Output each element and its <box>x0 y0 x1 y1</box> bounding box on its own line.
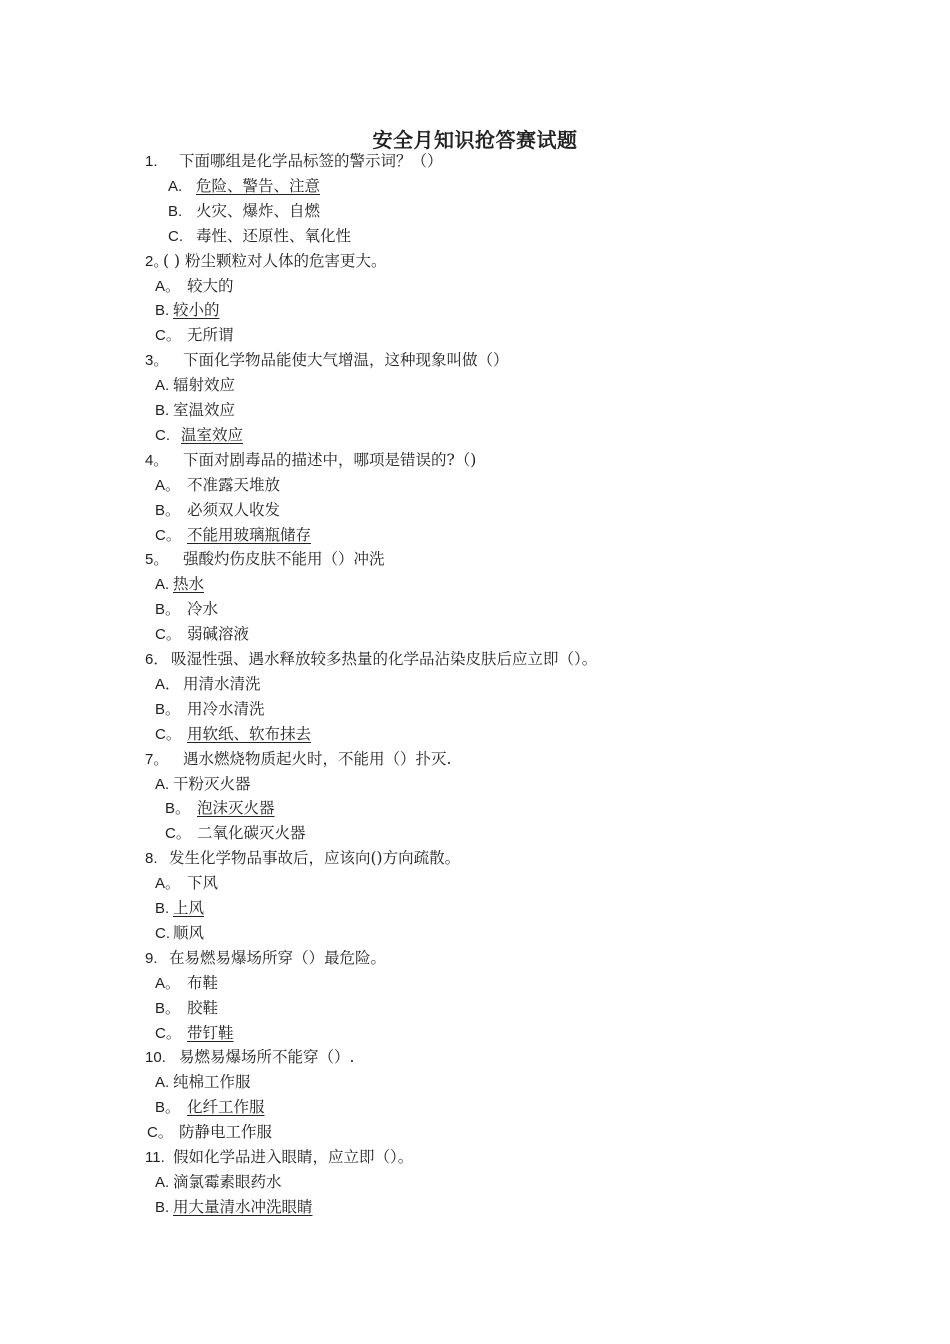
option-text: 二氧化碳灭火器 <box>197 824 306 843</box>
option-label: B. <box>155 402 170 419</box>
question-line <box>145 848 460 869</box>
option-text: 滴氯霉素眼药水 <box>173 1172 282 1191</box>
option-label: A. <box>155 1074 170 1092</box>
question-line <box>145 1147 413 1168</box>
option-text-answer: 较小的 <box>173 301 220 320</box>
question-line <box>145 948 386 969</box>
option-label: A。 <box>155 277 181 295</box>
option-text: 室温效应 <box>173 401 236 419</box>
option-label: A。 <box>155 476 181 494</box>
option-text: 毒性、还原性、氧化性 <box>196 226 352 245</box>
option-line <box>168 226 351 247</box>
question-stem: 在易燃易爆场所穿（）最危险。 <box>169 948 387 967</box>
option-text: 冷水 <box>187 600 219 619</box>
question-stem: 强酸灼伤皮肤不能用（）冲洗 <box>183 550 385 569</box>
question-line <box>145 350 509 371</box>
option-label: B。 <box>155 601 181 619</box>
option-label: C。 <box>155 327 181 345</box>
option-line <box>155 375 235 396</box>
option-label: A。 <box>155 974 181 992</box>
option-label: A。 <box>155 875 181 893</box>
option-line <box>168 176 320 197</box>
option-line <box>155 475 280 496</box>
option-label: B. <box>168 202 183 220</box>
option-text: 必须双人收发 <box>187 500 281 519</box>
option-line <box>155 774 251 795</box>
question-stem: 遇水燃烧物质起火时，不能用（）扑灭. <box>183 749 452 768</box>
option-label: C. <box>155 426 170 444</box>
page-title: 安全月知识抢答赛试题 <box>372 128 578 152</box>
option-text: 胶鞋 <box>187 998 219 1017</box>
question-number: 10. <box>145 1049 166 1067</box>
option-label: A. <box>155 775 170 793</box>
option-line <box>155 923 204 944</box>
question-number: 5。 <box>145 551 169 569</box>
question-line <box>145 251 386 272</box>
option-line <box>155 1023 234 1044</box>
option-line <box>155 1072 251 1093</box>
option-label: B。 <box>165 800 191 818</box>
question-stem: 易燃易爆场所不能穿（）. <box>179 1048 355 1067</box>
question-number: 2。 <box>145 252 169 270</box>
option-line <box>155 998 218 1019</box>
option-line <box>147 1122 272 1143</box>
option-line <box>155 525 311 546</box>
question-number: 8. <box>145 850 158 868</box>
option-label: C。 <box>147 1124 173 1142</box>
option-line <box>155 300 220 321</box>
option-text: 较大的 <box>187 276 234 295</box>
option-label: C。 <box>155 526 181 544</box>
option-label: A. <box>155 377 170 395</box>
option-line <box>155 1172 282 1193</box>
option-label: B。 <box>155 999 181 1017</box>
option-text-answer: 上风 <box>173 899 205 917</box>
option-line <box>168 201 320 222</box>
option-line <box>155 400 235 421</box>
option-line <box>155 724 311 745</box>
question-stem: 下面化学物品能使大气增温，这种现象叫做（） <box>183 351 509 370</box>
option-text: 下风 <box>187 874 219 893</box>
option-line <box>155 898 204 919</box>
option-line <box>165 798 275 819</box>
option-text: 弱碱溶液 <box>187 625 250 644</box>
question-number: 4。 <box>145 451 169 469</box>
question-line <box>145 1047 354 1068</box>
question-line <box>145 749 451 770</box>
question-number: 9. <box>145 949 158 967</box>
option-text: 辐射效应 <box>173 376 236 395</box>
option-text-answer: 危险、警告、注意 <box>196 176 321 195</box>
option-label: A. <box>155 576 170 594</box>
option-text: 布鞋 <box>187 973 219 992</box>
option-text-answer: 用软纸、软布抹去 <box>187 724 312 743</box>
option-line <box>155 425 243 446</box>
question-number: 11. <box>145 1149 165 1166</box>
question-line <box>145 649 597 670</box>
option-label: B。 <box>155 501 181 519</box>
option-text: 纯棉工作服 <box>173 1073 251 1092</box>
option-text-answer: 化纤工作服 <box>187 1098 265 1117</box>
option-line <box>155 873 218 894</box>
option-line <box>165 823 306 844</box>
option-text: 用冷水清洗 <box>187 699 265 718</box>
option-text-answer: 热水 <box>173 575 205 594</box>
question-stem: 吸湿性强、遇水释放较多热量的化学品沾染皮肤后应立即（）。 <box>171 650 598 668</box>
option-line <box>155 973 218 994</box>
option-text-answer: 带钉鞋 <box>187 1023 234 1042</box>
option-text: 顺风 <box>173 923 205 942</box>
question-stem: ( ) 粉尘颗粒对人体的危害更大。 <box>163 251 387 270</box>
option-label: A． <box>155 675 181 693</box>
option-text: 无所谓 <box>187 326 234 345</box>
option-label: C。 <box>155 1024 181 1042</box>
option-text-answer: 用大量清水冲洗眼睛 <box>173 1197 313 1216</box>
option-line <box>155 325 234 346</box>
option-line <box>155 1197 313 1218</box>
option-line <box>155 624 249 645</box>
option-line <box>155 1097 265 1118</box>
question-number: 3。 <box>145 352 169 370</box>
option-label: B。 <box>155 1099 181 1117</box>
option-line <box>155 276 234 297</box>
option-line <box>155 674 261 695</box>
option-text: 火灾、爆炸、自燃 <box>196 201 321 220</box>
question-stem: 假如化学品进入眼睛，应立即（）。 <box>173 1148 414 1166</box>
option-line <box>155 500 280 521</box>
option-line <box>155 599 218 620</box>
option-line <box>155 699 265 720</box>
option-label: A. <box>168 177 183 195</box>
option-label: C. <box>155 924 170 942</box>
option-text: 干粉灭火器 <box>173 774 251 793</box>
option-label: B. <box>155 1198 170 1216</box>
option-text: 不准露天堆放 <box>187 475 281 494</box>
option-text-answer: 不能用玻璃瓶储存 <box>187 525 312 544</box>
option-label: C。 <box>155 725 181 743</box>
option-text: 防静电工作服 <box>179 1123 273 1142</box>
option-label: C。 <box>155 626 181 644</box>
question-line <box>145 549 385 570</box>
question-number: 6． <box>145 651 169 668</box>
option-label: B. <box>155 302 170 320</box>
option-text: 用清水清洗 <box>183 674 261 693</box>
question-stem: 下面哪组是化学品标签的警示词？（） <box>179 152 443 170</box>
question-stem: 发生化学物品事故后，应该向()方向疏散。 <box>169 849 461 868</box>
option-line <box>155 574 204 595</box>
option-text-answer: 温室效应 <box>181 425 244 444</box>
question-number: 1. <box>145 153 158 170</box>
question-number: 7。 <box>145 750 169 768</box>
question-stem: 下面对剧毒品的描述中，哪项是错误的?（) <box>183 450 477 469</box>
question-line <box>145 450 476 471</box>
option-label: A. <box>155 1173 170 1191</box>
option-label: C. <box>168 227 183 245</box>
option-label: B。 <box>155 700 181 718</box>
option-label: C。 <box>165 825 191 843</box>
option-text-answer: 泡沫灭火器 <box>197 799 275 818</box>
question-line <box>145 151 443 172</box>
option-label: B. <box>155 900 170 917</box>
